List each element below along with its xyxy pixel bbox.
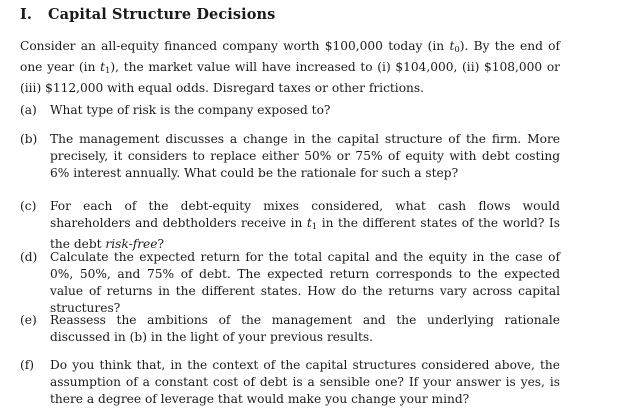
time-subscript-1: 1 (105, 66, 111, 76)
question-c (20, 198, 560, 253)
question-text: Reassess the ambitions of the management and the underlying rationale discussed in (b) in the light of your previous results. (50, 313, 560, 344)
question-label: (a) (20, 103, 37, 117)
question-b (20, 131, 560, 182)
intro-text-1: Consider an all-equity financed company worth $100,000 today (in (20, 39, 450, 53)
intro-paragraph (20, 38, 560, 97)
question-text: Do you think that, in the context of the capital structures considered above, the assumption of a constant cost of debt is a sensible one? If your answer is yes, is there a degree of leverage that would make you change your mind? (50, 358, 560, 406)
time-variable: t (100, 60, 105, 74)
question-text: The management discusses a change in the capital structure of the firm. More precisely, it considers to replace either 50% or 75% of equity with debt costing 6% interest annually. What could be the rationale for such a step? (50, 132, 560, 180)
question-text-part: For each of the debt-equity mixes considered, what cash flows would shareholders and debtholders receive in (50, 199, 560, 230)
question-e (20, 312, 560, 346)
question-f (20, 357, 560, 408)
question-text-part: in the different states of the world? Is the debt (50, 216, 560, 251)
section-heading (20, 6, 275, 23)
question-label: (b) (20, 132, 38, 146)
time-subscript-0: 0 (454, 45, 460, 55)
question-text (50, 198, 560, 253)
time-subscript-1: 1 (311, 222, 318, 232)
question-text: What type of risk is the company exposed to? (50, 103, 331, 117)
section-number: I. (20, 6, 33, 23)
time-variable: t (306, 216, 312, 230)
question-label: (c) (20, 199, 37, 213)
intro-text-3: ), the market value will have increased to (i) $104,000, (ii) $108,000 or (iii) $112,000 with equal odds. Disregard taxes or other frictions. (20, 60, 561, 95)
emphasis-risk-free: risk-free (105, 237, 158, 251)
section-title: Capital Structure Decisions (48, 6, 276, 23)
question-label: (f) (20, 358, 35, 372)
question-a (20, 102, 560, 119)
question-label: (d) (20, 250, 38, 264)
question-text-part: ? (157, 237, 164, 251)
question-text: Calculate the expected return for the total capital and the equity in the case of 0%, 50%, and 75% of debt. The expected return corresponds to the expected value of returns in the different states. How do the returns vary across capital structures? (50, 250, 560, 315)
question-d (20, 249, 560, 317)
intro-text-2: ). By the end of one year (in (20, 39, 560, 74)
time-variable: t (449, 39, 455, 53)
question-label: (e) (20, 313, 37, 327)
